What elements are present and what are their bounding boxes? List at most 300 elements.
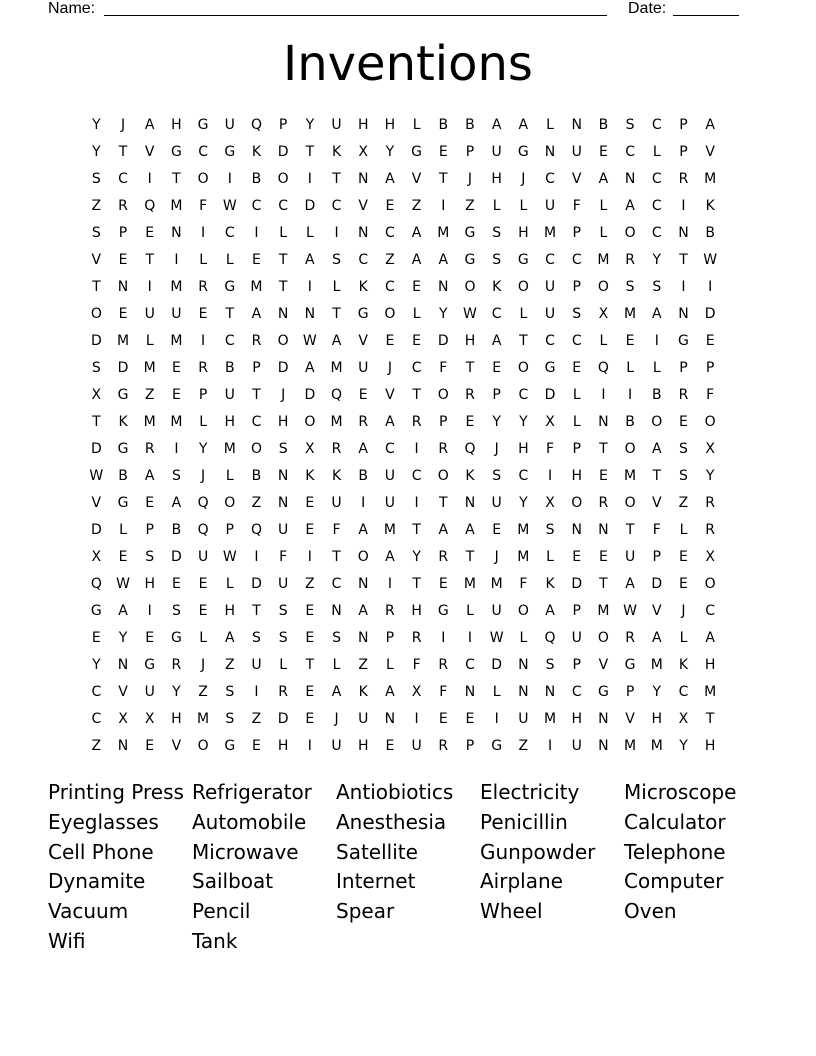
grid-letter: O (597, 279, 609, 295)
grid-letter: I (441, 630, 446, 646)
grid-letter: F (412, 657, 421, 673)
grid-letter: Y (172, 684, 181, 700)
grid-letter: P (572, 657, 581, 673)
grid-letter: K (305, 468, 315, 484)
grid-letter: G (224, 279, 236, 295)
grid-letter: T (599, 576, 608, 592)
grid-letter: P (572, 603, 581, 619)
grid-letter: E (305, 522, 315, 538)
grid-letter: A (705, 630, 715, 646)
grid-letter: T (252, 603, 261, 619)
grid-letter: C (224, 225, 235, 241)
grid-letter: P (465, 144, 475, 160)
grid-letter: W (463, 306, 477, 322)
grid-letter: C (571, 684, 582, 700)
grid-letter: Q (90, 576, 102, 592)
grid-letter: A (491, 333, 502, 349)
grid-letter: T (278, 279, 288, 295)
grid-letter: A (224, 630, 235, 646)
grid-letter: A (331, 333, 342, 349)
grid-letter: E (465, 711, 475, 727)
grid-letter: A (385, 414, 395, 430)
grid-letter: R (198, 279, 208, 295)
grid-letter: Z (305, 576, 315, 592)
grid-letter: T (412, 387, 421, 403)
grid-letter: G (224, 738, 236, 754)
grid-letter: Z (385, 252, 395, 268)
grid-letter: P (465, 738, 475, 754)
grid-letter: O (571, 495, 583, 511)
grid-letter: Q (544, 630, 556, 646)
grid-letter: U (571, 144, 582, 160)
grid-letter: V (91, 252, 102, 268)
grid-letter: G (464, 225, 476, 241)
grid-letter: T (599, 441, 608, 457)
grid-letter: A (385, 684, 395, 700)
grid-letter: J (681, 603, 686, 619)
grid-letter: J (387, 360, 392, 376)
grid-letter: S (171, 468, 181, 484)
grid-letter: S (679, 441, 688, 457)
grid-letter: T (92, 279, 101, 295)
grid-letter: O (437, 468, 449, 484)
grid-letter: L (386, 657, 394, 673)
grid-letter: U (171, 306, 182, 322)
grid-letter: E (198, 603, 208, 619)
grid-letter: R (438, 549, 449, 565)
grid-letter: E (305, 603, 315, 619)
grid-letter: Q (464, 441, 476, 457)
grid-letter: A (144, 117, 155, 133)
grid-letter: P (625, 684, 635, 700)
grid-letter: P (679, 144, 688, 160)
grid-letter: C (198, 144, 208, 160)
grid-letter: I (174, 252, 179, 268)
grid-letter: Y (92, 117, 101, 133)
grid-letter: M (543, 225, 557, 241)
grid-letter: N (277, 495, 289, 511)
grid-letter: G (544, 360, 556, 376)
grid-letter: D (251, 576, 262, 592)
grid-letter: G (117, 441, 129, 457)
grid-letter: I (147, 603, 152, 619)
grid-letter: I (147, 279, 152, 295)
grid-letter: N (357, 171, 369, 187)
grid-letter: M (650, 657, 663, 673)
grid-letter: T (412, 576, 421, 592)
grid-letter: L (492, 684, 501, 700)
grid-letter: I (307, 738, 312, 754)
grid-letter: G (597, 684, 609, 700)
name-label: Name: (48, 0, 96, 17)
grid-letter: E (252, 738, 261, 754)
word-list-item: Satellite (336, 839, 418, 864)
grid-letter: E (145, 738, 155, 754)
grid-letter: K (545, 576, 555, 592)
grid-letter: H (171, 117, 182, 133)
grid-letter: G (464, 252, 476, 268)
grid-letter: H (224, 414, 236, 430)
grid-letter: C (385, 279, 395, 295)
grid-letter: B (438, 117, 449, 133)
grid-letter: L (626, 360, 634, 376)
grid-letter: Z (251, 711, 262, 727)
grid-letter: D (171, 549, 182, 565)
grid-letter: O (651, 414, 663, 430)
grid-letter: M (704, 684, 717, 700)
grid-letter: U (384, 495, 396, 511)
grid-letter: V (411, 171, 422, 187)
grid-letter: A (705, 117, 715, 133)
grid-letter: R (705, 522, 716, 538)
grid-letter: E (598, 144, 608, 160)
grid-letter: N (518, 657, 529, 673)
grid-letter: X (118, 711, 128, 727)
grid-letter: M (624, 468, 637, 484)
grid-letter: O (624, 225, 636, 241)
grid-letter: W (89, 468, 104, 484)
grid-letter: V (571, 171, 582, 187)
grid-letter: U (358, 711, 369, 727)
grid-letter: U (491, 495, 502, 511)
grid-letter: Y (519, 414, 528, 430)
grid-letter: X (91, 549, 102, 565)
grid-letter: P (572, 441, 581, 457)
grid-letter: E (145, 495, 155, 511)
grid-letter: E (171, 387, 181, 403)
grid-letter: T (332, 549, 341, 565)
grid-letter: S (278, 441, 288, 457)
grid-letter: H (571, 468, 582, 484)
grid-letter: N (544, 684, 556, 700)
grid-letter: T (652, 468, 662, 484)
grid-letter: C (224, 333, 235, 349)
grid-letter: F (332, 522, 341, 538)
grid-letter: L (546, 549, 554, 565)
word-search-grid (83, 112, 724, 760)
grid-letter: I (307, 279, 312, 295)
page-title: Inventions (283, 36, 533, 92)
grid-letter: H (277, 738, 289, 754)
grid-letter: S (625, 117, 635, 133)
grid-letter: W (302, 333, 317, 349)
grid-letter: J (281, 387, 286, 403)
grid-letter: L (225, 576, 234, 592)
grid-letter: E (412, 279, 422, 295)
grid-letter: G (517, 144, 529, 160)
grid-letter: T (519, 333, 528, 349)
grid-letter: P (145, 522, 154, 538)
grid-letter: E (171, 576, 181, 592)
grid-letter: U (224, 387, 235, 403)
grid-letter: A (625, 198, 635, 214)
word-list-item: Pencil (192, 899, 251, 924)
grid-letter: M (330, 360, 343, 376)
grid-letter: P (705, 360, 715, 376)
grid-letter: U (491, 603, 502, 619)
grid-letter: M (116, 333, 130, 349)
grid-letter: N (598, 522, 609, 538)
grid-letter: A (491, 117, 502, 133)
grid-letter: F (199, 198, 208, 214)
grid-letter: E (118, 252, 128, 268)
grid-letter: S (652, 279, 662, 295)
grid-letter: E (305, 630, 315, 646)
grid-letter: E (625, 333, 635, 349)
grid-letter: W (623, 603, 638, 619)
grid-letter: E (679, 549, 688, 565)
grid-letter: M (704, 171, 717, 187)
grid-letter: C (571, 333, 582, 349)
grid-letter: L (679, 630, 688, 646)
grid-letter: H (651, 711, 663, 727)
grid-letter: J (494, 549, 499, 565)
grid-letter: G (144, 657, 156, 673)
grid-letter: T (625, 522, 635, 538)
grid-letter: R (598, 495, 609, 511)
grid-letter: I (601, 387, 606, 403)
grid-letter: M (223, 441, 236, 457)
word-list-item: Eyeglasses (48, 809, 159, 834)
grid-letter: A (598, 171, 609, 187)
grid-letter: M (330, 414, 343, 430)
grid-letter: T (225, 306, 235, 322)
grid-letter: X (411, 684, 422, 700)
grid-letter: I (227, 171, 232, 187)
grid-letter: P (385, 630, 395, 646)
grid-letter: L (279, 225, 288, 241)
grid-letter: M (250, 279, 263, 295)
grid-letter: G (90, 603, 102, 619)
grid-letter: A (411, 252, 422, 268)
grid-letter: A (118, 603, 128, 619)
grid-letter: R (171, 657, 182, 673)
grid-letter: N (117, 279, 129, 295)
grid-letter: W (703, 252, 718, 268)
grid-letter: Y (92, 144, 101, 160)
word-list-item: Wheel (480, 899, 543, 924)
grid-letter: L (572, 387, 581, 403)
grid-letter: R (438, 441, 449, 457)
grid-letter: S (679, 468, 688, 484)
grid-letter: L (279, 657, 288, 673)
grid-letter: D (277, 711, 289, 727)
grid-letter: R (198, 360, 208, 376)
grid-letter: Q (144, 198, 156, 214)
grid-letter: A (305, 360, 315, 376)
grid-letter: E (171, 360, 181, 376)
grid-letter: L (412, 306, 421, 322)
grid-letter: I (254, 684, 259, 700)
word-list (48, 778, 768, 957)
grid-letter: C (491, 306, 502, 322)
grid-letter: S (332, 252, 341, 268)
grid-letter: G (197, 117, 209, 133)
grid-letter: E (492, 522, 502, 538)
word-list-item: Wifi (48, 928, 86, 953)
grid-letter: C (465, 657, 475, 673)
grid-letter: C (571, 252, 582, 268)
grid-letter: Y (198, 441, 208, 457)
grid-letter: P (652, 549, 661, 565)
grid-letter: I (334, 225, 339, 241)
grid-letter: B (598, 117, 609, 133)
grid-letter: I (681, 279, 686, 295)
grid-letter: B (224, 360, 235, 376)
grid-letter: S (145, 549, 155, 565)
grid-letter: S (91, 171, 101, 187)
grid-letter: M (170, 333, 183, 349)
grid-letter: B (705, 225, 715, 241)
grid-letter: E (438, 144, 448, 160)
grid-letter: P (572, 279, 581, 295)
grid-letter: U (571, 738, 582, 754)
grid-letter: C (118, 171, 128, 187)
grid-letter: D (544, 387, 556, 403)
grid-letter: O (277, 333, 289, 349)
grid-letter: Y (519, 495, 528, 511)
grid-letter: N (117, 657, 129, 673)
grid-letter: C (705, 603, 716, 619)
grid-letter: Z (251, 495, 262, 511)
grid-letter: E (412, 333, 422, 349)
grid-letter: S (545, 657, 555, 673)
grid-letter: R (438, 657, 449, 673)
grid-letter: M (170, 279, 183, 295)
grid-letter: C (411, 468, 422, 484)
grid-letter: S (278, 603, 288, 619)
grid-letter: H (704, 657, 716, 673)
grid-letter: N (678, 225, 689, 241)
grid-letter: D (491, 657, 503, 673)
grid-letter: E (598, 468, 608, 484)
grid-letter: H (464, 333, 476, 349)
grid-letter: O (704, 576, 716, 592)
grid-letter: F (519, 576, 528, 592)
grid-letter: R (438, 738, 449, 754)
grid-letter: Z (411, 198, 422, 214)
grid-letter: U (144, 684, 155, 700)
grid-letter: E (198, 576, 208, 592)
grid-letter: N (571, 522, 582, 538)
grid-letter: U (544, 306, 556, 322)
grid-letter: L (332, 657, 341, 673)
grid-letter: I (414, 495, 419, 511)
grid-letter: Q (250, 117, 262, 133)
grid-letter: J (521, 171, 526, 187)
grid-letter: Q (197, 495, 209, 511)
grid-letter: G (224, 144, 236, 160)
grid-letter: Y (385, 144, 395, 160)
grid-letter: C (278, 198, 289, 214)
grid-letter: N (357, 630, 369, 646)
grid-letter: A (438, 522, 449, 538)
grid-letter: J (120, 117, 126, 133)
grid-letter: D (304, 387, 316, 403)
grid-letter: Y (705, 468, 715, 484)
grid-letter: I (201, 333, 206, 349)
grid-letter: M (517, 522, 530, 538)
grid-letter: R (625, 252, 635, 268)
grid-letter: T (439, 171, 448, 187)
grid-letter: M (650, 738, 663, 754)
grid-letter: R (251, 333, 262, 349)
grid-letter: N (464, 684, 476, 700)
grid-letter: U (411, 738, 422, 754)
grid-letter: I (708, 279, 713, 295)
grid-letter: X (678, 711, 689, 727)
grid-letter: N (544, 144, 556, 160)
grid-letter: U (491, 144, 502, 160)
grid-letter: K (492, 279, 502, 295)
grid-letter: H (277, 414, 289, 430)
grid-letter: A (651, 630, 662, 646)
grid-letter: S (625, 279, 635, 295)
word-list-item: Airplane (480, 869, 563, 894)
grid-letter: M (437, 225, 450, 241)
grid-letter: A (358, 603, 368, 619)
grid-letter: N (571, 117, 582, 133)
grid-letter: E (572, 549, 582, 565)
grid-letter: B (118, 468, 128, 484)
grid-letter: I (254, 549, 259, 565)
grid-letter: C (625, 144, 635, 160)
grid-letter: V (171, 738, 182, 754)
grid-letter: Z (465, 198, 475, 214)
grid-letter: U (251, 657, 262, 673)
grid-letter: W (489, 630, 504, 646)
grid-letter: H (171, 711, 182, 727)
word-list-item: Oven (624, 899, 677, 924)
grid-letter: L (519, 306, 528, 322)
grid-letter: T (465, 549, 475, 565)
grid-letter: B (625, 414, 635, 430)
word-list-item: Automobile (192, 809, 307, 834)
grid-letter: V (598, 657, 609, 673)
grid-letter: W (222, 549, 237, 565)
grid-letter: P (492, 387, 501, 403)
grid-letter: V (118, 684, 128, 700)
grid-letter: A (331, 684, 342, 700)
word-list-item: Telephone (624, 839, 726, 864)
grid-letter: L (305, 225, 314, 241)
grid-letter: F (439, 684, 448, 700)
grid-letter: N (357, 225, 369, 241)
grid-letter: T (439, 495, 448, 511)
grid-letter: L (199, 252, 207, 268)
grid-letter: D (90, 333, 102, 349)
grid-letter: O (224, 495, 236, 511)
grid-letter: O (197, 171, 209, 187)
grid-letter: R (625, 630, 635, 646)
grid-letter: L (679, 522, 688, 538)
grid-letter: E (305, 684, 315, 700)
grid-letter: A (358, 522, 368, 538)
grid-letter: M (517, 549, 530, 565)
grid-letter: L (199, 414, 207, 430)
grid-letter: J (201, 468, 206, 484)
grid-letter: V (358, 198, 368, 214)
grid-letter: T (465, 360, 475, 376)
grid-letter: M (597, 252, 610, 268)
grid-letter: T (305, 657, 315, 673)
grid-letter: H (144, 576, 155, 592)
grid-letter: P (439, 414, 448, 430)
grid-letter: A (385, 171, 395, 187)
grid-letter: D (90, 441, 102, 457)
grid-letter: M (143, 360, 156, 376)
word-list-item: Dynamite (48, 869, 146, 894)
